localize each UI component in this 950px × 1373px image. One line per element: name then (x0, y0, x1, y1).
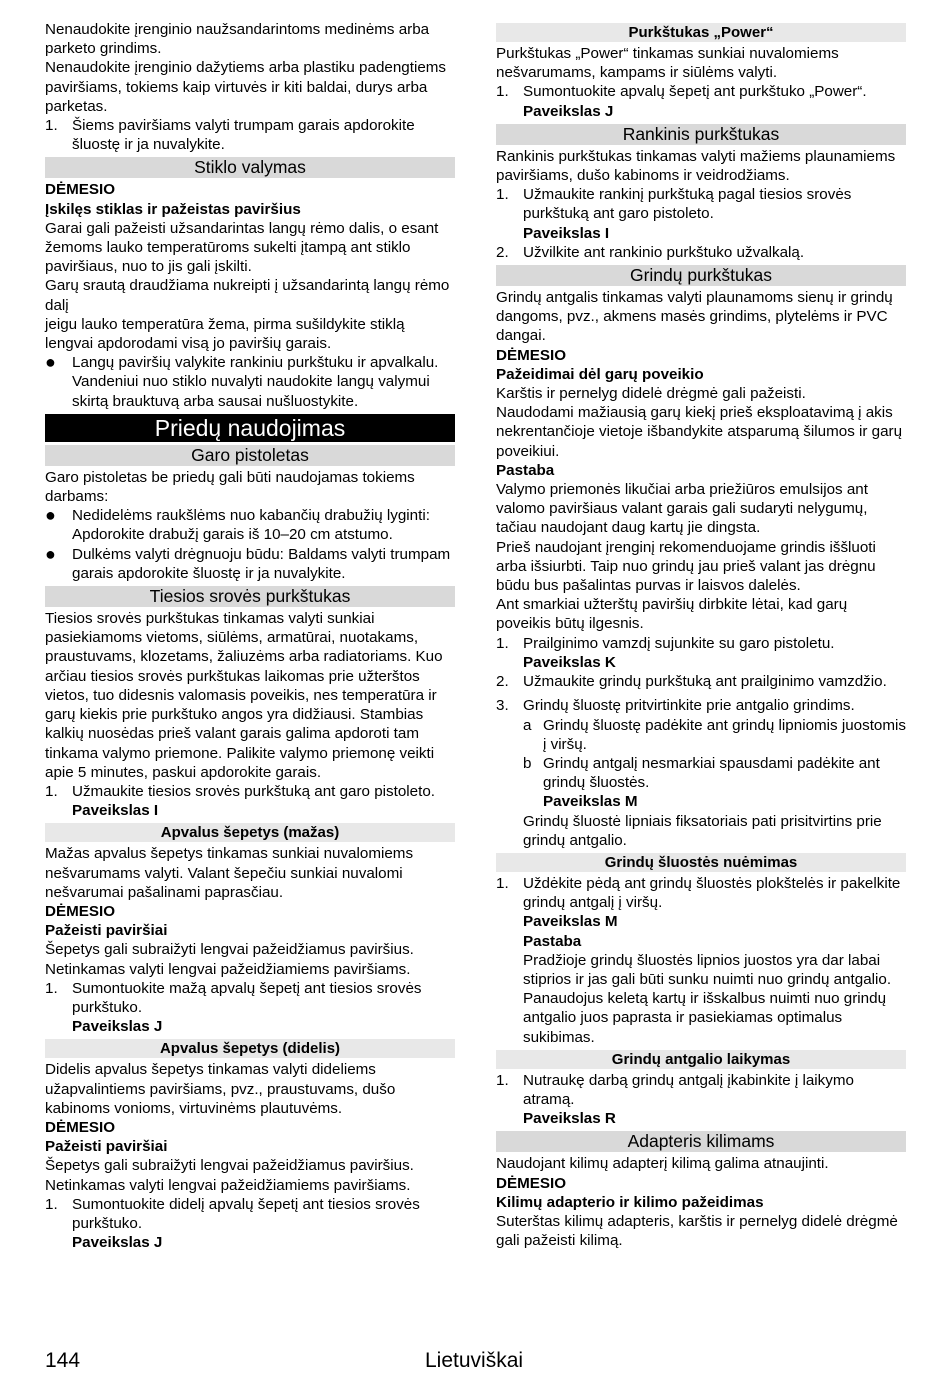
warning-subtitle: Pažeisti paviršiai (45, 1138, 168, 1156)
section-heading-adapteris: Adapteris kilimams (496, 1131, 906, 1152)
subsection-heading-didelis: Apvalus šepetys (didelis) (45, 1039, 455, 1058)
paragraph: Purkštukas „Power“ tinkamas sunkiai nuvalomiems nešvarumams, kampams ir siūlėms valyti. (496, 45, 839, 82)
warning-label: DĖMESIO (45, 181, 116, 199)
left-column (45, 20, 455, 1252)
list-item: 2. Užvilkite ant rankinio purkštuko užvalkalą. (496, 243, 805, 261)
list-item: 1. Uždėkite pėdą ant grindų šluostės plokštelės ir pakelkite grindų antgalį į viršų. (496, 874, 901, 912)
section-heading-stiklo: Stiklo valymas (45, 157, 455, 178)
list-item: 1. Užmaukite rankinį purkštuką pagal tiesios srovės purkštuką ant garo pistoleto. (496, 186, 852, 223)
list-item: 1. Šiems paviršiams valyti trumpam garais apdorokite šluostę ir ja nuvalykite. (45, 117, 415, 154)
figure-reference: Paveikslas J (72, 1018, 163, 1036)
list-item: 1. Užmaukite tiesios srovės purkštuką ant garo pistoleto. (45, 782, 435, 800)
note-label: Pastaba (496, 461, 555, 479)
paragraph: Garai gali pažeisti užsandarintas langų rėmo dalis, o esant žemoms lauko temperatūroms sukelti įtampą ant stiklo paviršiaus, nuo to jis gali įskilti. (45, 219, 439, 276)
figure-reference: Paveikslas I (72, 802, 159, 820)
note-label: Pastaba (523, 932, 582, 950)
subsection-heading-mazas: Apvalus šepetys (mažas) (45, 823, 455, 842)
bullet-item: ● Nedidelėms raukšlėms nuo kabančių drabužių lyginti: Apdorokite drabužį garais iš 10–20 cm atstumo. (45, 505, 430, 544)
subsection-heading-power: Purkštukas „Power“ (496, 23, 906, 42)
paragraph: Karštis ir pernelyg didelė drėgmė gali pažeisti. (496, 385, 806, 403)
list-item: 1. Sumontuokite didelį apvalų šepetį ant tiesios srovės purkštuko. (45, 1195, 420, 1232)
list-item: 1. Sumontuokite apvalų šepetį ant purkštuko „Power“. (496, 83, 867, 101)
warning-subtitle: Įskilęs stiklas ir pažeistas paviršius (45, 200, 301, 218)
bullet-icon: ● (45, 352, 56, 373)
figure-reference: Paveikslas I (523, 224, 610, 242)
bullet-icon: ● (45, 505, 56, 526)
figure-reference: Paveikslas J (72, 1234, 163, 1252)
paragraph: Garų srautą draudžiama nukreipti į užsandarintą langų rėmo dalį (45, 277, 450, 314)
list-item: 1. Prailginimo vamzdį sujunkite su garo pistoletu. (496, 634, 835, 652)
paragraph: Suterštas kilimų adapteris, karštis ir pernelyg didelė drėgmė gali pažeisti kilimą. (496, 1212, 898, 1250)
paragraph: Valymo priemonės likučiai arba priežiūros emulsijos ant valomo paviršiaus valant garais gali sudaryti nelygumų, tačiau naudojant daug kartų jie dingsta. (496, 481, 868, 537)
warning-subtitle: Kilimų adapterio ir kilimo pažeidimas (496, 1193, 764, 1211)
figure-reference: Paveikslas K (523, 653, 616, 671)
paragraph: Grindų antgalis tinkamas valyti plaunamoms sienų ir grindų dangoms, pvz., akmens masės grindims, plytelėms ir PVC dangai. (496, 289, 893, 345)
section-heading-rankinis: Rankinis purkštukas (496, 124, 906, 145)
warning-subtitle: Pažeisti paviršiai (45, 922, 168, 940)
paragraph: Prieš naudojant įrenginį rekomenduojame grindis iššluoti arba išsiurbti. Taip nuo grindų jau prieš valant jas drėgnu būdu bus pašalintas purvas ir laisvos dalelės. (496, 538, 876, 595)
paragraph: Tiesios srovės purkštukas tinkamas valyti sunkiai pasiekiamoms vietoms, siūlėms, armatūrai, nuotakams, praustuvams, klozetams, žaliuzėms arba radiatoriams. Kuo arčiau tiesios srovės purkštukas laikomas prie užterštos vietos, tuo didesnis valomasis poveikis, nes temperatūra ir garų kiekis prie purkštuko angos yra didžiausi. Stambias kalkių nuosėdas prieš valant garais galima apdoroti tam tinkama valymo priemone. Palikite valymo priemonę veikti apie 5 minutes, paskui apdorokite garais. (45, 610, 443, 781)
paragraph: Naudodami mažiausią garų kiekį prieš eksploatavimą į akis nekrentančioje vietoje išbandykite atsparumą šilumos ir garų poveikiui. (496, 404, 903, 460)
list-item: 3. Grindų šluostę pritvirtinkite prie antgalio grindims. (496, 697, 855, 715)
paragraph: Rankinis purkštukas tinkamas valyti mažiems plaunamiems paviršiams, dušo kabinoms ir veidrodžiams. (496, 147, 896, 185)
bullet-item: ● Langų paviršių valykite rankiniu purkštuku ir apvalkalu. Vandeniui nuo stiklo nuvalyti naudokite langų valymui skirtą brauktuvą arba sausai nušluostykite. (45, 352, 439, 410)
paragraph: Didelis apvalus šepetys tinkamas valyti dideliems užapvalintiems paviršiams, pvz., praustuvams, dušo kabinoms vonioms, virtuvinėms plautuvėms. (45, 1061, 396, 1117)
section-heading-grindu: Grindų purkštukas (496, 265, 906, 286)
intro-paragraph: Nenaudokite įrenginio naužsandarintoms medinėms arba parketo grindims. (45, 21, 430, 58)
paragraph: Grindų šluostė lipniais fiksatoriais pati prisitvirtins prie grindų antgalio. (523, 812, 882, 849)
bullet-item: ● Dulkėms valyti drėgnuoju būdu: Baldams valyti trumpam garais apdorokite šluostę ir ja nuvalykite. (45, 543, 451, 582)
paragraph: jeigu lauko temperatūra žema, pirma sušildykite stiklą lengvai apdorodami visą jo paviršių garais. (45, 315, 405, 353)
warning-label: DĖMESIO (45, 1118, 116, 1136)
subsection-heading-nuemimas: Grindų šluostės nuėmimas (496, 853, 906, 872)
sub-list-item: a Grindų šluostę padėkite ant grindų lipniomis juostomis į viršų. (523, 716, 907, 753)
warning-label: DĖMESIO (496, 346, 567, 364)
bullet-icon: ● (45, 543, 56, 564)
subsection-heading-laikymas: Grindų antgalio laikymas (496, 1050, 906, 1069)
figure-reference: Paveikslas M (543, 793, 638, 811)
paragraph: Šepetys gali subraižyti lengvai pažeidžiamus paviršius. Netinkamas valyti lengvai pažeidžiamiems paviršiams. (45, 1157, 414, 1194)
warning-label: DĖMESIO (45, 902, 116, 920)
section-heading-garo: Garo pistoletas (45, 445, 455, 466)
paragraph: Pradžioje grindų šluostės lipnios juostos yra dar labai stiprios ir jas gali būti sunku nuimti nuo grindų antgalio. Panaudojus keletą kartų ir išskalbus nuimti nuo grindų antgalio juos paprasta ir pasiekiamas optimalus sukibimas. (523, 951, 892, 1046)
sub-list-item: b Grindų antgalį nesmarkiai spausdami padėkite ant grindų šluostės. (523, 754, 880, 792)
list-item: 2. Užmaukite grindų purkštuką ant prailginimo vamzdžio. (496, 673, 887, 691)
right-column (496, 20, 906, 1250)
figure-reference: Paveikslas J (523, 102, 614, 120)
section-heading-tiesios: Tiesios srovės purkštukas (45, 586, 455, 607)
footer-language: Lietuviškai (425, 1349, 524, 1372)
paragraph: Mažas apvalus šepetys tinkamas sunkiai nuvalomiems nešvarumams valyti. Valant šepečiu sunkiai nuvalomi nešvarumai pašalinami paprasčiau. (45, 845, 414, 901)
main-heading-priedu: Priedų naudojimas (45, 414, 455, 442)
list-item: 1. Nutraukę darbą grindų antgalį įkabinkite į laikymo atramą. (496, 1071, 854, 1108)
page-number: 144 (45, 1349, 81, 1372)
list-item: 1. Sumontuokite mažą apvalų šepetį ant tiesios srovės purkštuko. (45, 979, 422, 1016)
warning-label: DĖMESIO (496, 1174, 567, 1192)
warning-subtitle: Pažeidimai dėl garų poveikio (496, 365, 704, 383)
paragraph: Garo pistoletas be priedų gali būti naudojamas tokiems darbams: (45, 468, 415, 506)
figure-reference: Paveikslas R (523, 1110, 616, 1128)
paragraph: Šepetys gali subraižyti lengvai pažeidžiamus paviršius. Netinkamas valyti lengvai pažeidžiamiems paviršiams. (45, 941, 414, 978)
paragraph: Naudojant kilimų adapterį kilimą galima atnaujinti. (496, 1155, 829, 1173)
paragraph: Ant smarkiai užterštų paviršių dirbkite lėtai, kad garų poveikis būtų ilgesnis. (496, 596, 848, 633)
figure-reference: Paveikslas M (523, 913, 618, 931)
intro-paragraph: Nenaudokite įrenginio dažytiems arba plastiku padengtiems paviršiams, tokiems kaip virtuvės ir kiti baldai, durys arba parketas. (45, 59, 447, 115)
